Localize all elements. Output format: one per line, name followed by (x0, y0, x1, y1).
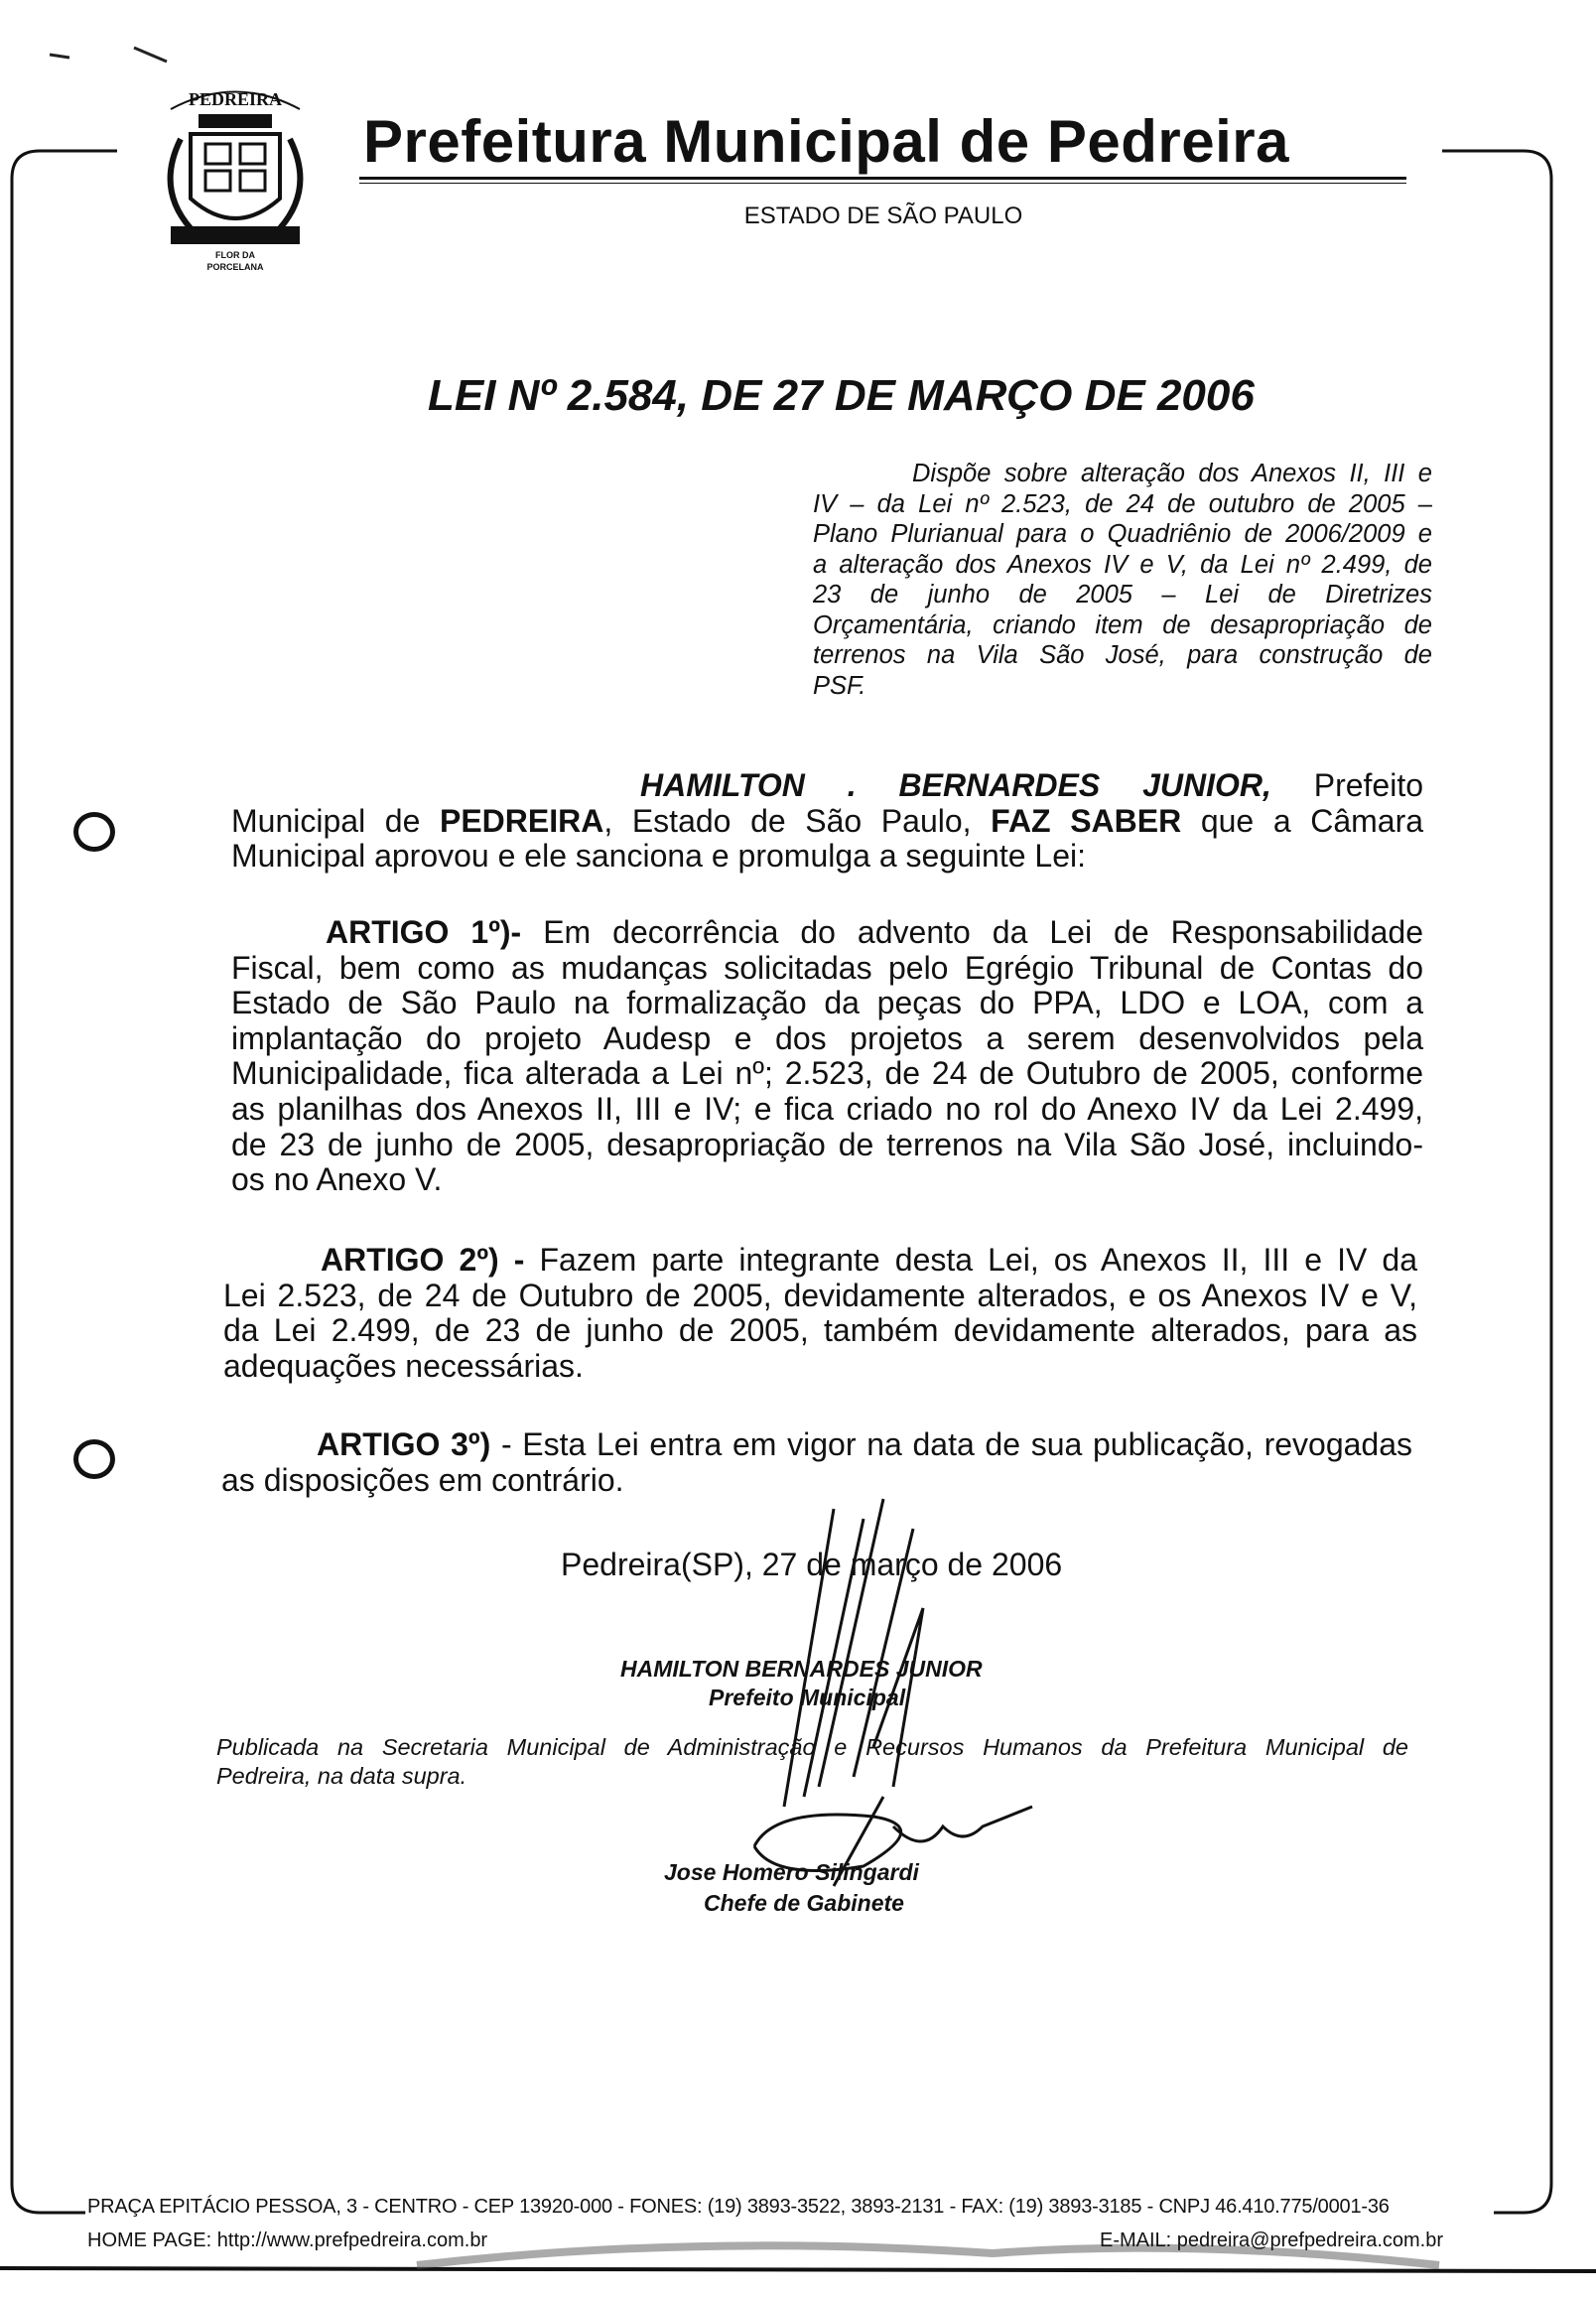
svg-text:PEDREIRA: PEDREIRA (188, 89, 283, 109)
preamble-text: , Estado de São Paulo, (603, 802, 992, 839)
margin-punch-mark (73, 812, 115, 852)
article-1 (231, 915, 1423, 1198)
faz-saber: FAZ SABER (991, 802, 1182, 839)
svg-text:FLOR DA: FLOR DA (215, 250, 255, 260)
summary-line: Orçamentária, criando item de desapropriação de (813, 610, 1432, 639)
preamble-text: que a Câmara (1181, 802, 1424, 839)
footer-address: PRAÇA EPITÁCIO PESSOA, 3 - CENTRO - CEP 13920-000 - FONES: (19) 3893-3522, 3893-2131 - FAX: (19) 3893-3185 - CNPJ 46.410.775/0001-36 (87, 2196, 1390, 2218)
summary-line: a alteração dos Anexos IV e V, da Lei nº 2.499, de (813, 550, 1432, 579)
article-text: Fazem parte integrante desta Lei, os Anexos II, III e IV da (524, 1242, 1417, 1278)
article-text: as planilhas dos Anexos II, III e IV; e fica criado no rol do Anexo IV da Lei 2.499, (231, 1090, 1423, 1127)
article-label: ARTIGO 2º) - (321, 1242, 525, 1278)
mayor-signature-name: HAMILTON BERNARDES JUNIOR (620, 1656, 983, 1682)
footer-email: E-MAIL: pedreira@prefpedreira.com.br (1100, 2229, 1443, 2251)
article-text: - Esta Lei entra em vigor na data de sua publicação, revogadas (490, 1426, 1413, 1462)
chief-role: Chefe de Gabinete (704, 1890, 904, 1916)
article-text: as disposições em contrário. (221, 1461, 624, 1498)
article-label: ARTIGO 3º) (317, 1426, 491, 1462)
margin-punch-mark (73, 1439, 115, 1479)
summary-line: PSF. (813, 671, 866, 700)
preamble-text: Municipal de (231, 802, 440, 839)
state-subtitle: ESTADO DE SÃO PAULO (743, 203, 1023, 229)
title-underline-thin (359, 183, 1406, 184)
article-text: Municipalidade, fica alterada a Lei nº; 2.523, de 24 de Outubro de 2005, conforme (231, 1055, 1423, 1092)
date-line: Pedreira(SP), 27 de março de 2006 (561, 1547, 1063, 1582)
footer-home-page: HOME PAGE: http://www.prefpedreira.com.br (87, 2229, 488, 2251)
law-title: LEI Nº 2.584, DE 27 DE MARÇO DE 2006 (428, 371, 1255, 420)
publication-line: Publicada na Secretaria Municipal de Administração e Recursos Humanos da Prefeitura Municipal de (216, 1734, 1408, 1760)
summary-line: 23 de junho de 2005 – Lei de Diretrizes (813, 581, 1432, 608)
preamble-text: Prefeito (1313, 767, 1423, 803)
article-2 (223, 1243, 1417, 1384)
summary-line: terrenos na Vila São José, para construção de (813, 641, 1432, 669)
article-text: Estado de São Paulo na formalização da peças do PPA, LDO e LOA, com a (231, 985, 1423, 1021)
chief-name: Jose Homero Silingardi (664, 1859, 919, 1885)
article-text: implantação do projeto Audesp e dos projetos a serem desenvolvidos pela (231, 1019, 1423, 1056)
article-text: os no Anexo V. (231, 1161, 443, 1198)
publication-note (216, 1733, 1408, 1791)
mayor-name: HAMILTON . BERNARDES JUNIOR, (640, 767, 1271, 803)
article-3 (221, 1427, 1412, 1498)
city-name: PEDREIRA (439, 802, 604, 839)
preamble-text: Municipal aprovou e ele sanciona e promulga a seguinte Lei: (231, 838, 1086, 875)
article-text: Em decorrência do advento da Lei de Responsabilidade (521, 914, 1424, 950)
publication-line: Pedreira, na data supra. (216, 1763, 467, 1789)
article-text: de 23 de junho de 2005, desapropriação de terrenos na Vila São José, incluindo- (231, 1126, 1423, 1162)
summary-line: IV – da Lei nº 2.523, de 24 de outubro de 2005 – (813, 489, 1432, 518)
svg-text:PORCELANA: PORCELANA (206, 262, 264, 272)
city-coat-of-arms-logo (151, 79, 320, 278)
article-text: Lei 2.523, de 24 de Outubro de 2005, devidamente alterados, e os Anexos IV e V, (223, 1277, 1417, 1313)
article-label: ARTIGO 1º)- (326, 914, 522, 950)
law-summary (813, 459, 1432, 701)
title-underline (359, 177, 1406, 180)
page-title: Prefeitura Municipal de Pedreira (363, 108, 1289, 175)
article-text: adequações necessárias. (223, 1347, 584, 1384)
summary-line: Dispõe sobre alteração dos Anexos II, III e (912, 460, 1432, 487)
article-text: Fiscal, bem como as mudanças solicitadas pelo Egrégio Tribunal de Contas do (231, 949, 1423, 986)
article-text: da Lei 2.499, de 23 de junho de 2005, também devidamente alterados, para as (223, 1312, 1417, 1349)
mayor-signature-role: Prefeito Municipal (709, 1685, 906, 1710)
preamble-paragraph (231, 768, 1423, 875)
summary-line: Plano Plurianual para o Quadriênio de 2006/2009 e (813, 520, 1432, 548)
